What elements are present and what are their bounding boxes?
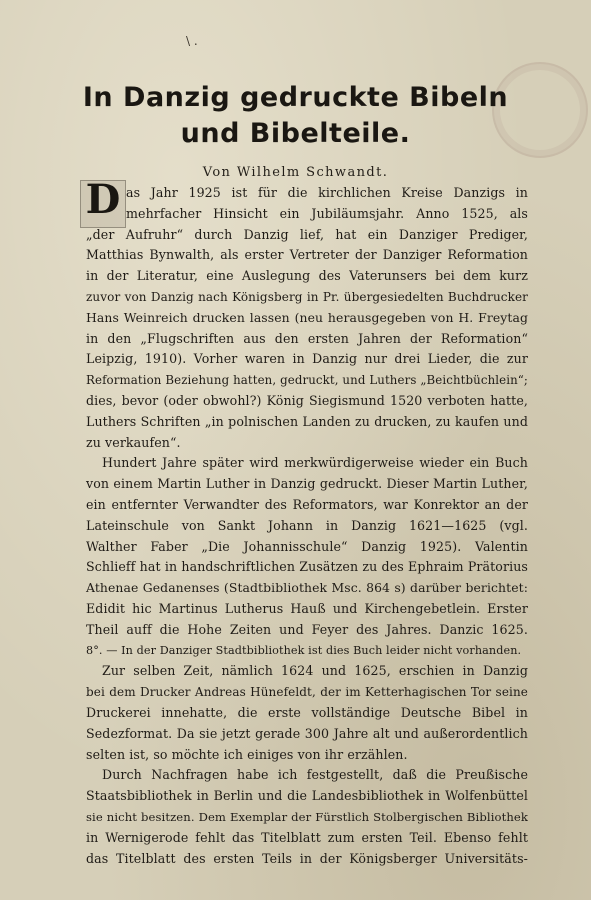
body-text-line: Druckerei innehatte, die erste vollständige Deutsche Bibel in: [86, 704, 528, 720]
article-title-line-1: In Danzig gedruckte Bibeln: [82, 82, 509, 113]
body-text-line: ein entfernter Verwandter des Reformators, war Konrektor an der: [86, 496, 528, 512]
body-text-line: Reformation Beziehung hatten, gedruckt, und Luthers „Beichtbüchlein“;: [86, 373, 528, 388]
body-text-line: zu verkaufen“.: [86, 434, 181, 450]
body-text-line: Staatsbibliothek in Berlin und die Landesbibliothek in Wolfenbüttel: [86, 788, 528, 804]
body-text-line: Matthias Bynwalth, als erster Vertreter der Danziger Reformation: [86, 247, 528, 263]
body-text-line: „der Aufruhr“ durch Danzig lief, hat ein Danziger Prediger,: [86, 226, 528, 242]
body-text-line: in der Literatur, eine Auslegung des Vaterunsers bei dem kurz: [86, 268, 528, 284]
body-text-line: Leipzig, 1910). Vorher waren in Danzig nur drei Lieder, die zur: [86, 351, 528, 367]
body-text-line: Durch Nachfragen habe ich festgestellt, daß die Preußische: [102, 767, 528, 783]
body-text-line: Walther Faber „Die Johannisschule“ Danzig 1925). Valentin: [86, 538, 528, 554]
body-text-line: 8°. — In der Danziger Stadtbibliothek ist dies Buch leider nicht vorhanden.: [86, 643, 522, 657]
body-text-line: bei dem Drucker Andreas Hünefeldt, der im Ketterhagischen Tor seine: [86, 685, 528, 700]
decorated-initial: [80, 176, 126, 228]
body-text-line: Lateinschule von Sankt Johann in Danzig 1621—1625 (vgl.: [86, 517, 528, 533]
body-text-line: Luthers Schriften „in polnischen Landen zu drucken, zu kaufen und: [86, 413, 528, 429]
body-text-line: das Titelblatt des ersten Teils in der Königsberger Universitäts-: [86, 850, 528, 866]
body-text-line: Hundert Jahre später wird merkwürdigerweise wieder ein Buch: [102, 455, 528, 471]
body-text-line: as Jahr 1925 ist für die kirchlichen Kreise Danzigs in: [126, 185, 528, 200]
body-text-line: Zur selben Zeit, nämlich 1624 und 1625, erschien in Danzig: [102, 663, 528, 679]
body-text-line: zuvor von Danzig nach Königsberg in Pr. übergesiedelten Buchdrucker: [86, 289, 528, 304]
article-title-line-2: und Bibelteile.: [180, 118, 411, 149]
page-mark: \ .: [186, 34, 198, 48]
article-body: [85, 176, 528, 869]
body-text-line: Athenae Gedanenses (Stadtbibliothek Msc. 864 s) darüber berichtet:: [86, 580, 528, 596]
body-text-line: Hans Weinreich drucken lassen (neu herausgegeben von H. Freytag: [86, 309, 528, 325]
body-text-line: Edidit hic Martinus Lutherus Hauß und Kirchengebetlein. Erster: [86, 600, 528, 616]
body-text-line: Schlieff hat in handschriftlichen Zusätzen zu des Ephraim Prätorius: [86, 559, 528, 575]
body-text-line: mehrfacher Hinsicht ein Jubiläumsjahr. Anno 1525, als: [126, 205, 528, 221]
body-text-line: in Wernigerode fehlt das Titelblatt zum ersten Teil. Ebenso fehlt: [86, 829, 528, 845]
body-text-line: Sedezformat. Da sie jetzt gerade 300 Jahre alt und außerordentlich: [86, 725, 528, 741]
article-author: Von Wilhelm Schwandt.: [202, 165, 389, 180]
body-text-line: von einem Martin Luther in Danzig gedruckt. Dieser Martin Luther,: [86, 476, 528, 492]
body-text-line: in den „Flugschriften aus den ersten Jahren der Reformation“: [86, 330, 528, 346]
body-text-line: Theil auff die Hohe Zeiten und Feyer des Jahres. Danzic 1625.: [86, 621, 528, 637]
initial-letter: D: [85, 176, 121, 223]
body-text-line: sie nicht besitzen. Dem Exemplar der Fürstlich Stolbergischen Bibliothek: [86, 809, 528, 824]
body-text-line: dies, bevor (oder obwohl?) König Siegismund 1520 verboten hatte,: [86, 392, 528, 408]
body-text-line: selten ist, so möchte ich einiges von ihr erzählen.: [86, 746, 408, 762]
